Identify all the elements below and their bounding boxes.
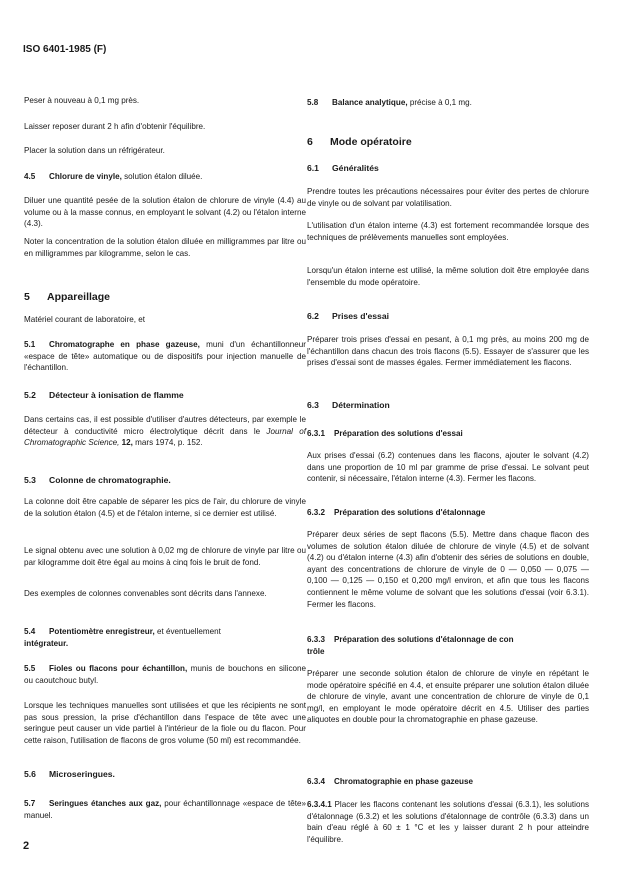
section-number: 6.3.4: [307, 777, 326, 786]
section-text: Placer les flacons contenant les solutions d'essai (6.3.1), les solutions d'étalonnage (6.3.2) et les solutions d'étalonnage de contrôle (6.3.3) dans un bain d'eau réglé à 60 ± 1 °C et les y laisser durant 2 h pour atteindre l'équilibre.: [307, 800, 589, 844]
paragraph: Prendre toutes les précautions nécessaires pour éviter des pertes de chlorure de vinyle ou de solvant par volatilisation.: [307, 187, 589, 208]
paragraph: Préparer trois prises d'essai en pesant, à 0,1 mg près, au moins 200 mg de l'échantillon dans chacun des trois flacons (5.5). Essayer de s'assurer que les prises d'essai sont de masses égales. Fermer immédiatement les flacons.: [307, 335, 589, 368]
section-number: 5.4: [24, 627, 36, 636]
section-title: Prises d'essai: [332, 311, 389, 321]
section-text: précise à 0,1 mg.: [407, 98, 472, 107]
section-6-3-3-heading: [307, 634, 589, 657]
section-number: 5.3: [24, 475, 36, 485]
section-5-1: [24, 339, 306, 374]
section-number: 5: [24, 291, 30, 303]
section-title: Chromatographe en phase gazeuse,: [49, 340, 200, 349]
section-title-continued: intégrateur.: [24, 638, 69, 648]
paragraph: Matériel courant de laboratoire, et: [24, 315, 146, 324]
section-5-6-heading: [24, 769, 115, 779]
paragraph: Noter la concentration de la solution étalon diluée en milligrammes par litre ou en milligrammes par kilogramme, selon le cas.: [24, 237, 306, 258]
section-title: Microseringues.: [49, 769, 115, 779]
section-number: 6.3.1: [307, 429, 326, 438]
paragraph: La colonne doit être capable de séparer les pics de l'air, du chlorure de vinyle de la solution étalon (4.5) et de l'étalon interne, si ce dernier est utilisé.: [24, 497, 306, 518]
section-number: 5.8: [307, 98, 319, 107]
section-title: Seringues étanches aux gaz,: [49, 799, 162, 808]
paragraph: Peser à nouveau à 0,1 mg près.: [24, 96, 140, 105]
section-title: Détermination: [332, 400, 390, 410]
section-6-3-1-heading: [307, 429, 463, 438]
paragraph: Préparer deux séries de sept flacons (5.5). Mettre dans chaque flacon des volumes de solution étalon diluée de chlorure de vinyle (4.5) et de solvant (4.2) ou d'étalon interne (4.3) afin d'obtenir des séries de solutions en double, ayant des concentrations de chlorure de vinyle de 0 — 0,050 — 0,075 — 0,100 — 0,125 — 0,150 et 0,200 mg/l environ, et afin que tous les flacons contiennent le même volume de solvant que les solutions d'essai (voir 6.3.1). Fermer les flacons.: [307, 530, 589, 609]
section-number: 6.3.2: [307, 508, 326, 517]
section-number: 4.5: [24, 172, 36, 181]
paragraph: Aux prises d'essai (6.2) contenues dans les flacons, ajouter le solvant (4.2) dans une proportion de 10 ml par gramme de prise d'essai. Le solvant peut contenir, si nécessaire, l'étalon interne (4.3). Fermer les flacons.: [307, 451, 589, 484]
section-6-3-4-1: [307, 799, 589, 845]
section-number: 5.5: [24, 664, 36, 673]
section-5-7: [24, 798, 306, 821]
section-5-4: [24, 626, 306, 649]
section-number: 5.1: [24, 340, 36, 349]
section-number: 6.3: [307, 400, 319, 410]
section-text: muni d'un échantillonneur «espace de tête» automatique ou de dispositifs pour injection manuelle de l'échantillon.: [24, 340, 306, 373]
journal-title: Journal of Chromatographic Science,: [24, 426, 307, 448]
section-6-3-2-heading: [307, 508, 485, 517]
section-title: Chromatographie en phase gazeuse: [334, 777, 473, 786]
section-number: 5.2: [24, 390, 36, 400]
section-text: solution étalon diluée.: [121, 172, 203, 181]
section-number: 6: [307, 136, 313, 148]
paragraph: Le signal obtenu avec une solution à 0,02 mg de chlorure de vinyle par litre ou par kilogramme doit être égal au moins à cinq fois le bruit de fond.: [24, 546, 306, 567]
section-5-8: [307, 97, 589, 109]
section-number: 5.6: [24, 769, 36, 779]
section-title: Détecteur à ionisation de flamme: [49, 390, 184, 400]
page-number: 2: [23, 840, 30, 852]
section-6-heading: [307, 136, 412, 148]
section-title: Préparation des solutions d'essai: [334, 429, 463, 438]
section-title: Mode opératoire: [330, 136, 412, 148]
section-5-5: [24, 663, 306, 686]
paragraph: Lorsqu'un étalon interne est utilisé, la même solution doit être employée dans l'ensemble du mode opératoire.: [307, 266, 589, 287]
section-title: Appareillage: [47, 291, 111, 303]
section-5-heading: [24, 291, 110, 303]
paragraph: Préparer une seconde solution étalon de chlorure de vinyle en répétant le mode opératoire spécifié en 4.4, et ensuite préparer une solution étalon diluée de chlorure de vinyle, avant une concentration de chlorure de vinyle de 0,1 mg/l, en employant le mode opératoire décrit en 4.5. Utiliser des parties aliquotes en double pour la chromatographie en phase gazeuse.: [307, 669, 589, 725]
section-title: Chlorure de vinyle,: [49, 172, 122, 181]
section-number: 6.2: [307, 311, 319, 321]
section-text: munis de bouchons en silicone ou caoutchouc butyl.: [24, 664, 307, 685]
section-title: Préparation des solutions d'étalonnage de con: [334, 635, 514, 644]
paragraph: Placer la solution dans un réfrigérateur.: [24, 146, 165, 155]
section-6-1-heading: [307, 163, 379, 173]
section-title: Généralités: [332, 163, 379, 173]
section-text: et éventuellement: [154, 627, 221, 636]
section-4-5: [24, 171, 306, 183]
section-6-3-heading: [307, 400, 390, 410]
paragraph: Des exemples de colonnes convenables sont décrits dans l'annexe.: [24, 589, 267, 598]
paragraph-text: mars 1974, p. 152.: [132, 438, 203, 448]
paragraph: [24, 414, 306, 449]
paragraph: Laisser reposer durant 2 h afin d'obtenir l'équilibre.: [24, 122, 206, 131]
section-5-3-heading: [24, 475, 171, 485]
paragraph: L'utilisation d'un étalon interne (4.3) est fortement recommandée lorsque des techniques de prélèvements manuelles sont employées.: [307, 221, 589, 242]
section-6-3-4-heading: [307, 777, 473, 786]
section-title: Potentiomètre enregistreur,: [49, 627, 155, 636]
section-title: Balance analytique,: [332, 98, 408, 107]
section-6-2-heading: [307, 311, 389, 321]
paragraph: Lorsque les techniques manuelles sont utilisées et que les récipients ne sont pas sous pression, la prise d'échantillon dans l'espace de tête avec une seringue peut causer un vide partiel à l'intérieur de la fiole ou du flacon. Pour cette raison, l'utilisation de flacons de gros volume (50 ml) est recommandée.: [24, 701, 306, 745]
section-number: 5.7: [24, 799, 36, 808]
document-header: ISO 6401-1985 (F): [23, 44, 107, 55]
section-5-2-heading: [24, 390, 184, 400]
section-text: pour échantillonnage «espace de tête» manuel.: [24, 799, 306, 820]
journal-volume: 12,: [119, 438, 133, 448]
section-number: 6.1: [307, 163, 319, 173]
paragraph: Diluer une quantité pesée de la solution étalon de chlorure de vinyle (4.4) au volume ou à la masse connus, en employant le solvant (4.2) ou l'étalon interne (4.3).: [24, 196, 306, 229]
paragraph-text: Dans certains cas, il est possible d'utiliser d'autres détecteurs, par exemple le détecteur à conductivité micro électrolytique décrit dans le: [24, 415, 306, 436]
section-title: Fioles ou flacons pour échantillon,: [49, 664, 188, 673]
section-number: 6.3.3: [307, 635, 326, 644]
section-title-continued: trôle: [307, 646, 325, 656]
section-number: 6.3.4.1: [307, 800, 332, 809]
section-title: Colonne de chromatographie.: [49, 475, 171, 485]
section-title: Préparation des solutions d'étalonnage: [334, 508, 486, 517]
